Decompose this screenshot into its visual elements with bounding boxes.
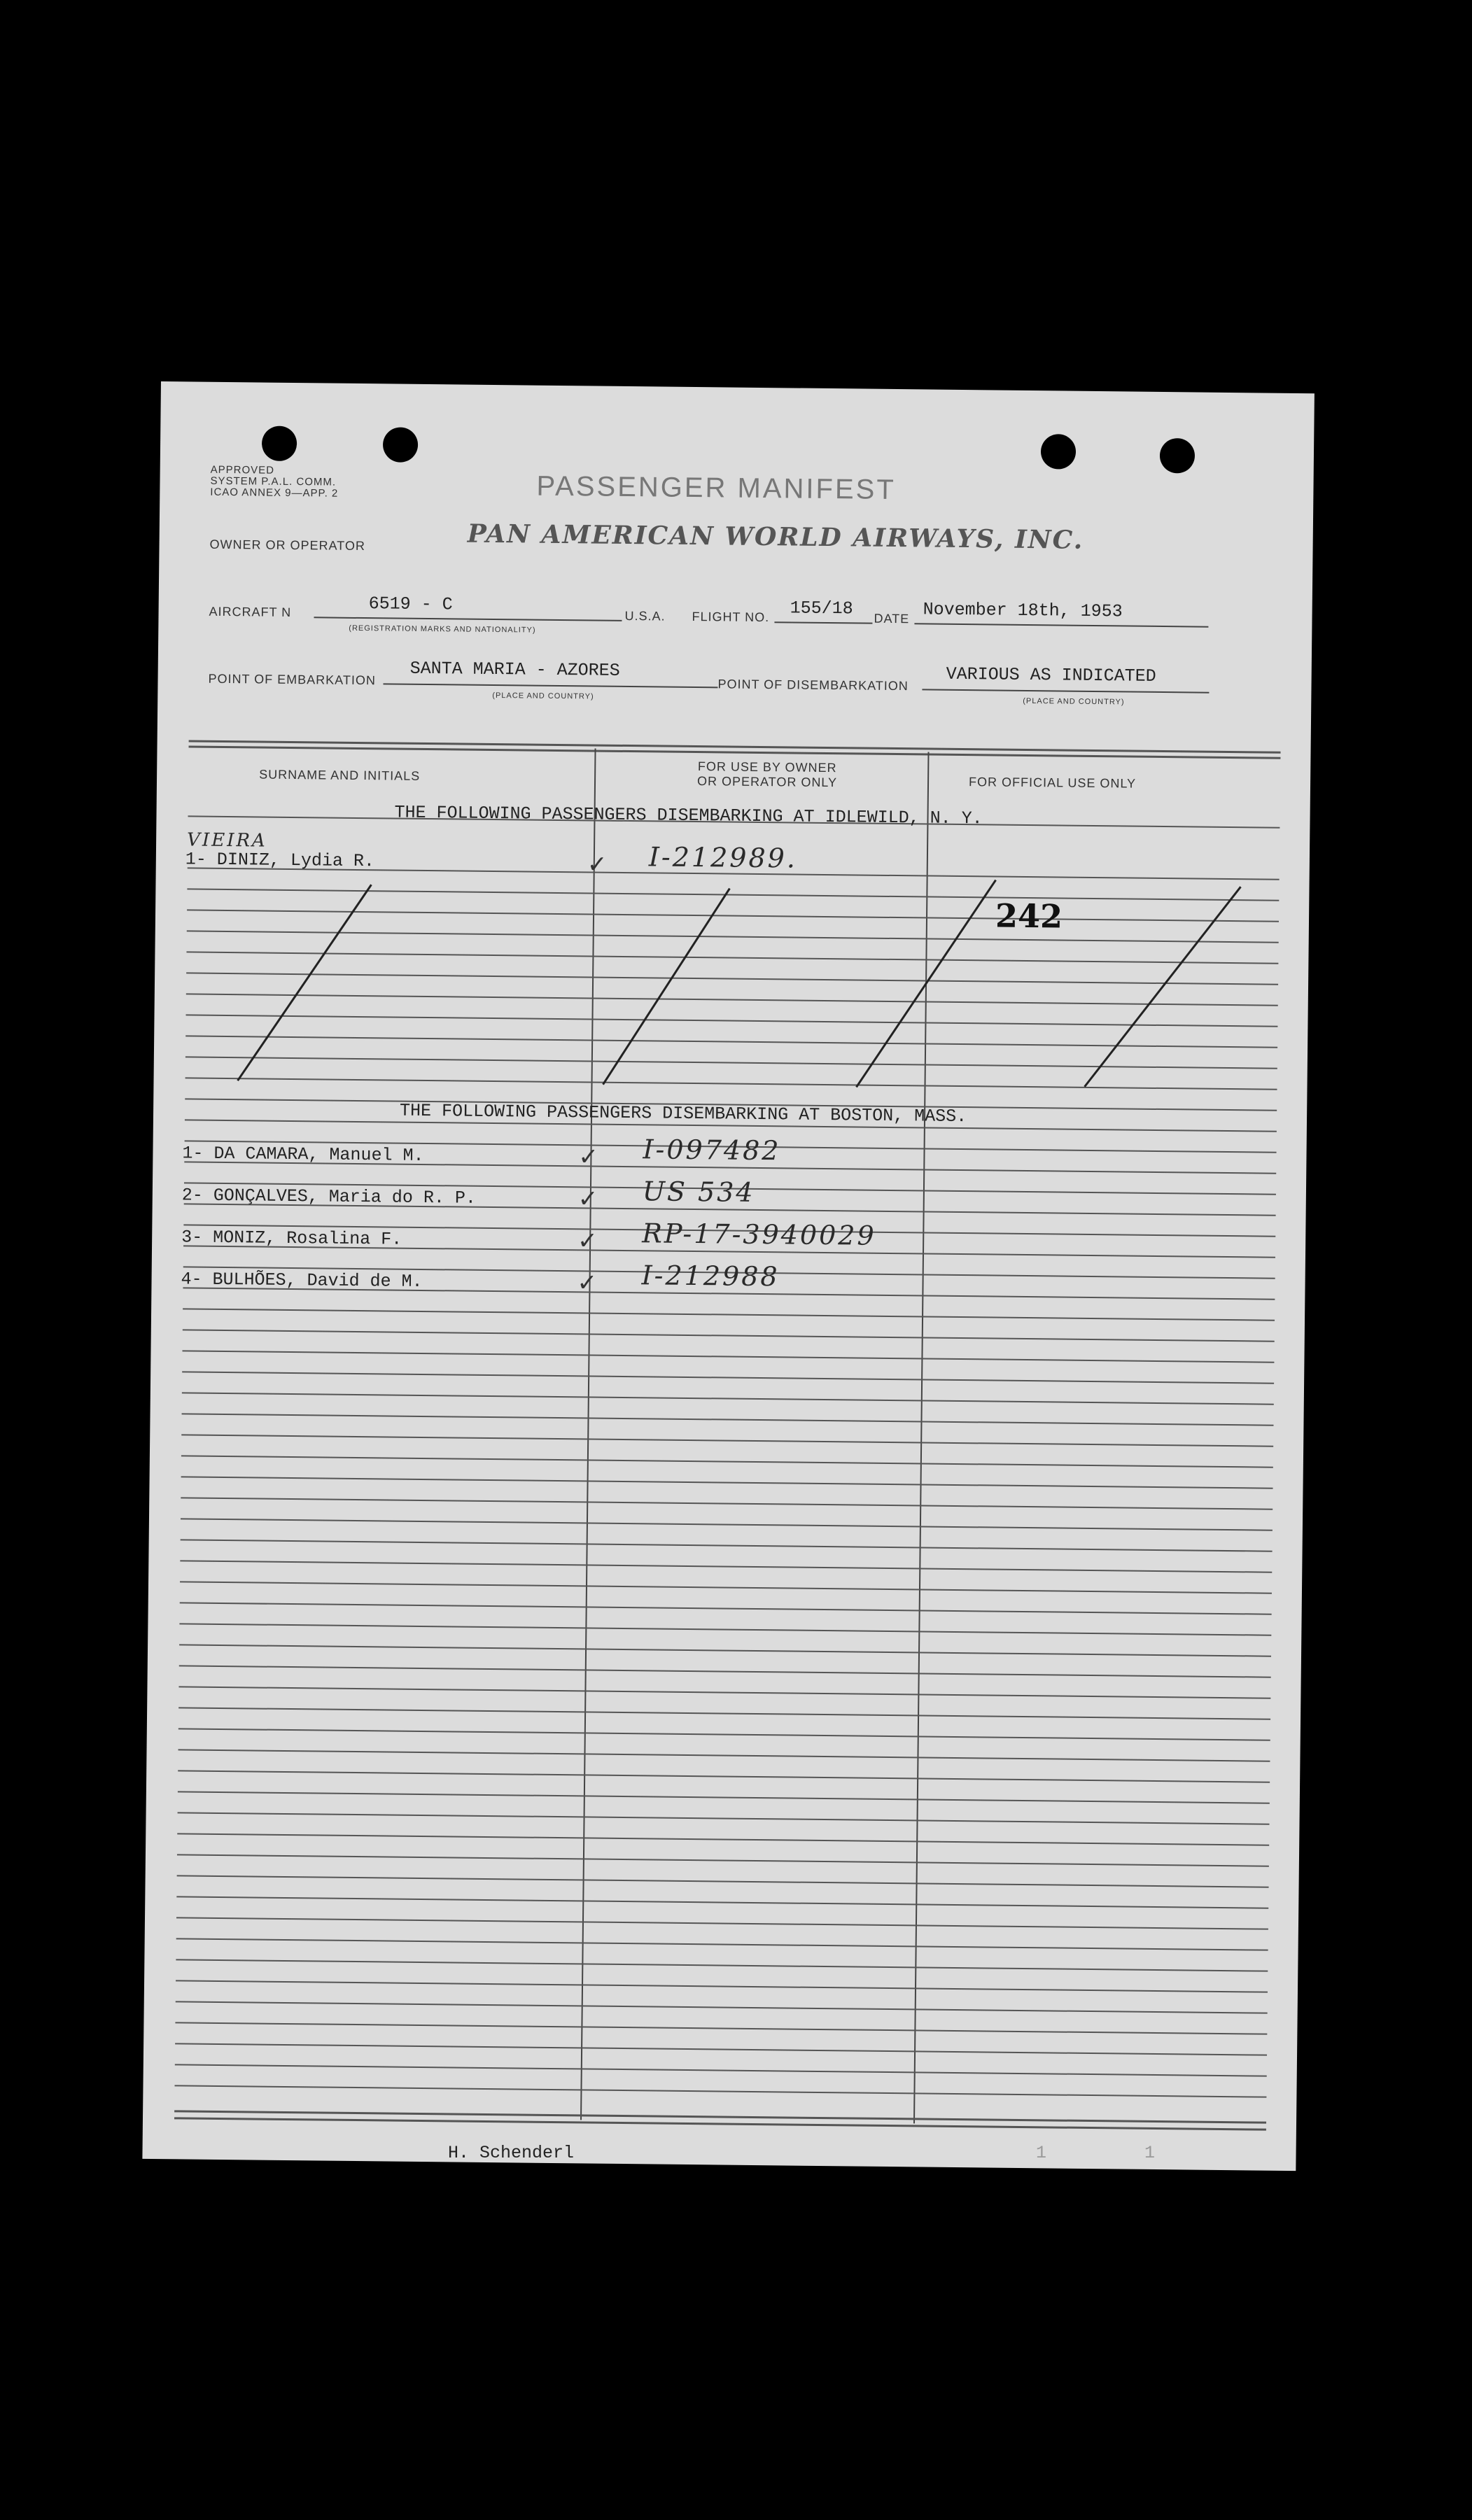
ruled-line bbox=[177, 1833, 1269, 1845]
page-number: 1 bbox=[1036, 2143, 1047, 2163]
check-mark-icon: ✓ bbox=[577, 1227, 598, 1255]
passenger-row bbox=[181, 1227, 402, 1249]
passenger-number: 1- bbox=[185, 849, 207, 870]
ruled-line bbox=[181, 1455, 1273, 1467]
aircraft-label: AIRCRAFT N bbox=[209, 604, 292, 619]
ruled-line bbox=[178, 1770, 1270, 1782]
aircraft-value: 6519 - C bbox=[368, 593, 453, 615]
flight-value: 155/18 bbox=[790, 598, 853, 619]
passenger-number: 3- bbox=[181, 1227, 203, 1248]
ruled-line bbox=[180, 1560, 1272, 1572]
disembark-caption: (PLACE AND COUNTRY) bbox=[1023, 696, 1125, 707]
date-value: November 18th, 1953 bbox=[923, 599, 1123, 622]
passenger-name: BULHÕES, David de M. bbox=[212, 1269, 423, 1292]
passenger-row bbox=[182, 1143, 423, 1166]
embark-value: SANTA MARIA - AZORES bbox=[409, 658, 620, 681]
check-mark-icon: ✓ bbox=[578, 1143, 599, 1171]
ruled-line bbox=[182, 1350, 1274, 1363]
ruled-line bbox=[181, 1497, 1273, 1509]
ruled-line bbox=[175, 2022, 1267, 2034]
ruled-line bbox=[175, 2043, 1267, 2055]
ruled-line bbox=[181, 1476, 1273, 1488]
ruled-line bbox=[183, 1308, 1275, 1321]
aircraft-caption: (REGISTRATION MARKS AND NATIONALITY) bbox=[349, 624, 536, 635]
cancellation-strokes bbox=[153, 381, 1314, 1163]
section-heading-boston: THE FOLLOWING PASSENGERS DISEMBARKING AT BOSTON, MASS. bbox=[399, 1100, 967, 1127]
ruled-line bbox=[182, 1392, 1274, 1405]
ruled-line bbox=[178, 1686, 1270, 1698]
ruled-line bbox=[178, 1707, 1270, 1719]
document-number: RP-17-3940029 bbox=[642, 1218, 876, 1251]
document-number: I-097482 bbox=[643, 1134, 781, 1167]
passenger-name: MONIZ, Rosalina F. bbox=[213, 1227, 402, 1250]
usa-label: U.S.A. bbox=[624, 608, 666, 624]
ruled-line bbox=[178, 1791, 1270, 1803]
ruled-line bbox=[179, 1623, 1271, 1635]
document-number: I-212989. bbox=[648, 841, 798, 874]
check-mark-icon: ✓ bbox=[577, 1185, 598, 1213]
ruled-line bbox=[176, 1896, 1268, 1908]
passenger-row bbox=[182, 1185, 476, 1208]
official-stamp-number: 242 bbox=[995, 896, 1063, 936]
page-title: PASSENGER MANIFEST bbox=[536, 470, 897, 506]
approval-note: APPROVED SYSTEM P.A.L. COMM. ICAO ANNEX 9—APP. 2 bbox=[210, 463, 339, 500]
ruled-line bbox=[176, 2001, 1268, 2013]
disembark-value: VARIOUS AS INDICATED bbox=[946, 663, 1156, 687]
passenger-number: 1- bbox=[182, 1143, 204, 1164]
passenger-number: 4- bbox=[181, 1269, 202, 1290]
company-name: PAN AMERICAN WORLD AIRWAYS, INC. bbox=[467, 519, 1084, 555]
document-number: I-212988 bbox=[641, 1260, 780, 1293]
passenger-name: GONÇALVES, Maria do R. P. bbox=[213, 1185, 477, 1209]
embark-label: POINT OF EMBARKATION bbox=[208, 671, 377, 688]
handwritten-annotation: VIEIRA bbox=[186, 829, 267, 852]
passenger-number: 2- bbox=[181, 1185, 203, 1206]
ruled-line bbox=[181, 1434, 1273, 1446]
col-surname-header: SURNAME AND INITIALS bbox=[259, 767, 421, 783]
ruled-line bbox=[176, 1938, 1268, 1950]
prepared-by: H. Schenderl bbox=[448, 2143, 575, 2163]
disembark-label: POINT OF DISEMBARKATION bbox=[717, 677, 909, 694]
ruled-line bbox=[179, 1665, 1271, 1677]
section-heading-idlewild: THE FOLLOWING PASSENGERS DISEMBARKING AT IDLEWILD, N. Y. bbox=[394, 802, 983, 829]
ruled-line bbox=[176, 1980, 1268, 1992]
ruled-line bbox=[181, 1518, 1273, 1530]
flight-label: FLIGHT NO. bbox=[692, 609, 770, 625]
passenger-name: DA CAMARA, Manuel M. bbox=[213, 1143, 424, 1166]
ruled-line bbox=[178, 1749, 1270, 1761]
manifest-sheet bbox=[142, 381, 1315, 2171]
ruled-line bbox=[177, 1875, 1269, 1887]
col-official-header: FOR OFFICIAL USE ONLY bbox=[968, 775, 1137, 791]
passenger-name: DINIZ, Lydia R. bbox=[216, 849, 375, 872]
ruled-line bbox=[176, 1959, 1268, 1971]
owner-label: OWNER OR OPERATOR bbox=[209, 537, 366, 554]
ruled-line bbox=[183, 1329, 1275, 1342]
ruled-line bbox=[177, 1854, 1269, 1866]
ruled-line bbox=[174, 2085, 1266, 2097]
ruled-line bbox=[180, 1581, 1272, 1593]
ruled-line bbox=[178, 1728, 1270, 1740]
ruled-line bbox=[180, 1602, 1272, 1614]
col-owner-header: FOR USE BY OWNER OR OPERATOR ONLY bbox=[696, 759, 838, 790]
ruled-line bbox=[179, 1644, 1271, 1656]
check-mark-icon: ✓ bbox=[577, 1269, 598, 1297]
ruled-line bbox=[181, 1539, 1273, 1551]
date-label: DATE bbox=[874, 611, 910, 626]
ruled-line bbox=[176, 1917, 1268, 1929]
page-total: 1 bbox=[1144, 2143, 1156, 2163]
ruled-line bbox=[182, 1371, 1274, 1384]
embark-caption: (PLACE AND COUNTRY) bbox=[492, 691, 594, 701]
passenger-row bbox=[181, 1269, 422, 1292]
check-mark-icon: ✓ bbox=[587, 850, 608, 879]
ruled-line bbox=[182, 1413, 1274, 1426]
ruled-line bbox=[175, 2064, 1267, 2076]
ruled-line bbox=[178, 1812, 1270, 1824]
document-number: US 534 bbox=[642, 1176, 755, 1208]
